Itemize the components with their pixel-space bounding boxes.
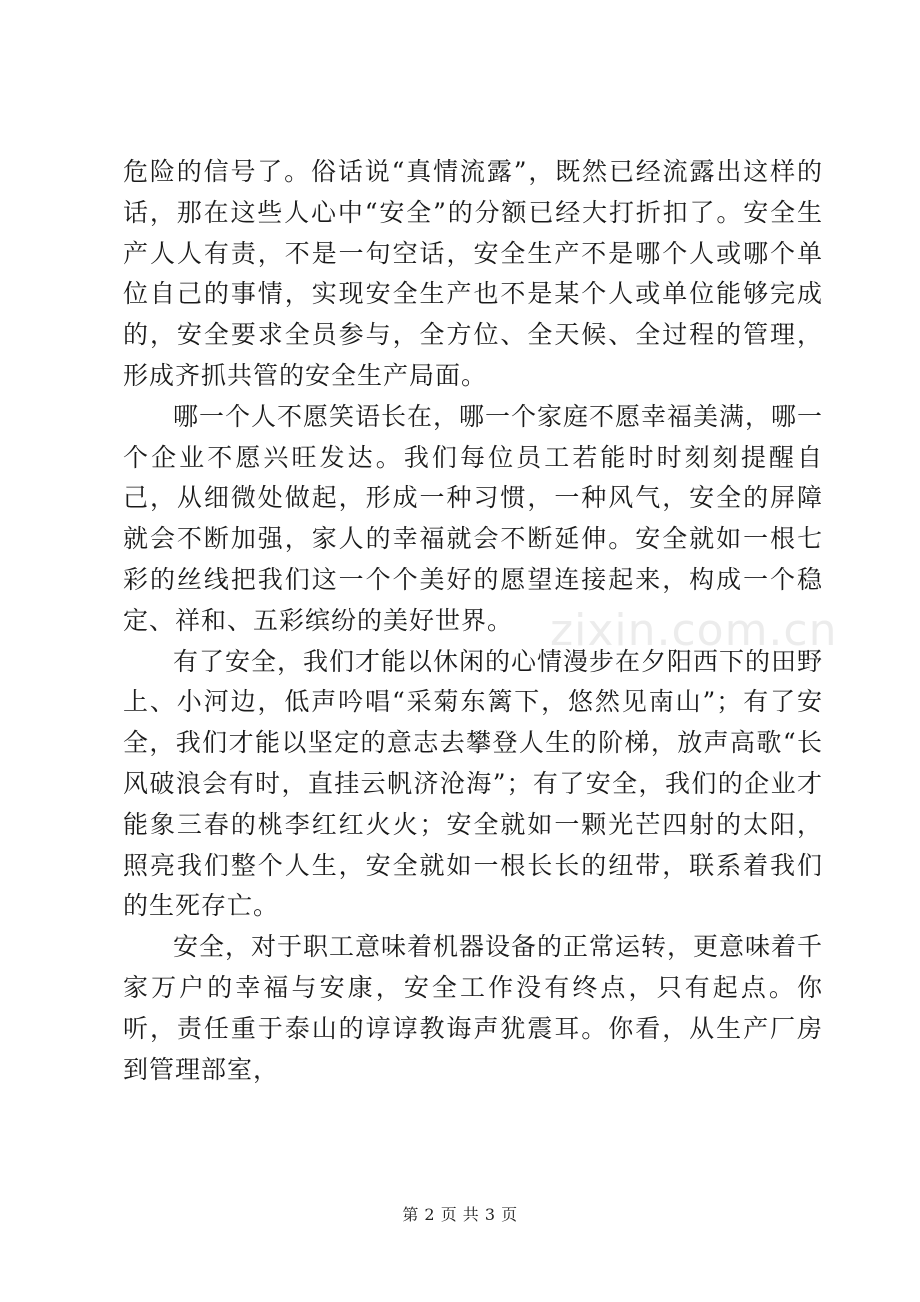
paragraph-4: 安全，对于职工意味着机器设备的正常运转，更意味着千家万户的幸福与安康，安全工作没有终点，只有起点。你听，责任重于泰山的谆谆教诲声犹震耳。你看，从生产厂房到管理部室， xyxy=(123,932,824,1084)
watermark: zixin.com.cn xyxy=(550,605,838,656)
body-text xyxy=(123,152,823,1090)
page-footer: 第 2 页 共 3 页 xyxy=(402,1205,518,1224)
paragraph-1: 危险的信号了。俗话说“真情流露”，既然已经流露出这样的话，那在这些人心中“安全”的分额已经大打折扣了。安全生产人人有责，不是一句空话，安全生产不是哪个人或哪个单位自己的事情，实现安全生产也不是某个人或单位能够完成的，安全要求全员参与，全方位、全天候、全过程的管理，形成齐抓共管的安全生产局面。 xyxy=(123,157,823,390)
paragraph-3: 有了安全，我们才能以休闲的心情漫步在夕阳西下的田野上、小河边，低声吟唱“采菊东篱下，悠然见南山”；有了安全，我们才能以坚定的意志去攀登人生的阶梯，放声高歌“长风破浪会有时，直挂云帆济沧海”；有了安全，我们的企业才能象三春的桃李红红火火；安全就如一颗光芒四射的太阳，照亮我们整个人生，安全就如一根长长的纽带，联系着我们的生死存亡。 xyxy=(123,646,824,921)
paragraph-2: 哪一个人不愿笑语长在，哪一个家庭不愿幸福美满，哪一个企业不愿兴旺发达。我们每位员工若能时时刻刻提醒自己，从细微处做起，形成一种习惯，一种风气，安全的屏障就会不断加强，家人的幸福就会不断延伸。安全就如一根七彩的丝线把我们这一个个美好的愿望连接起来，构成一个稳定、祥和、五彩缤纷的美好世界。 xyxy=(123,401,824,635)
